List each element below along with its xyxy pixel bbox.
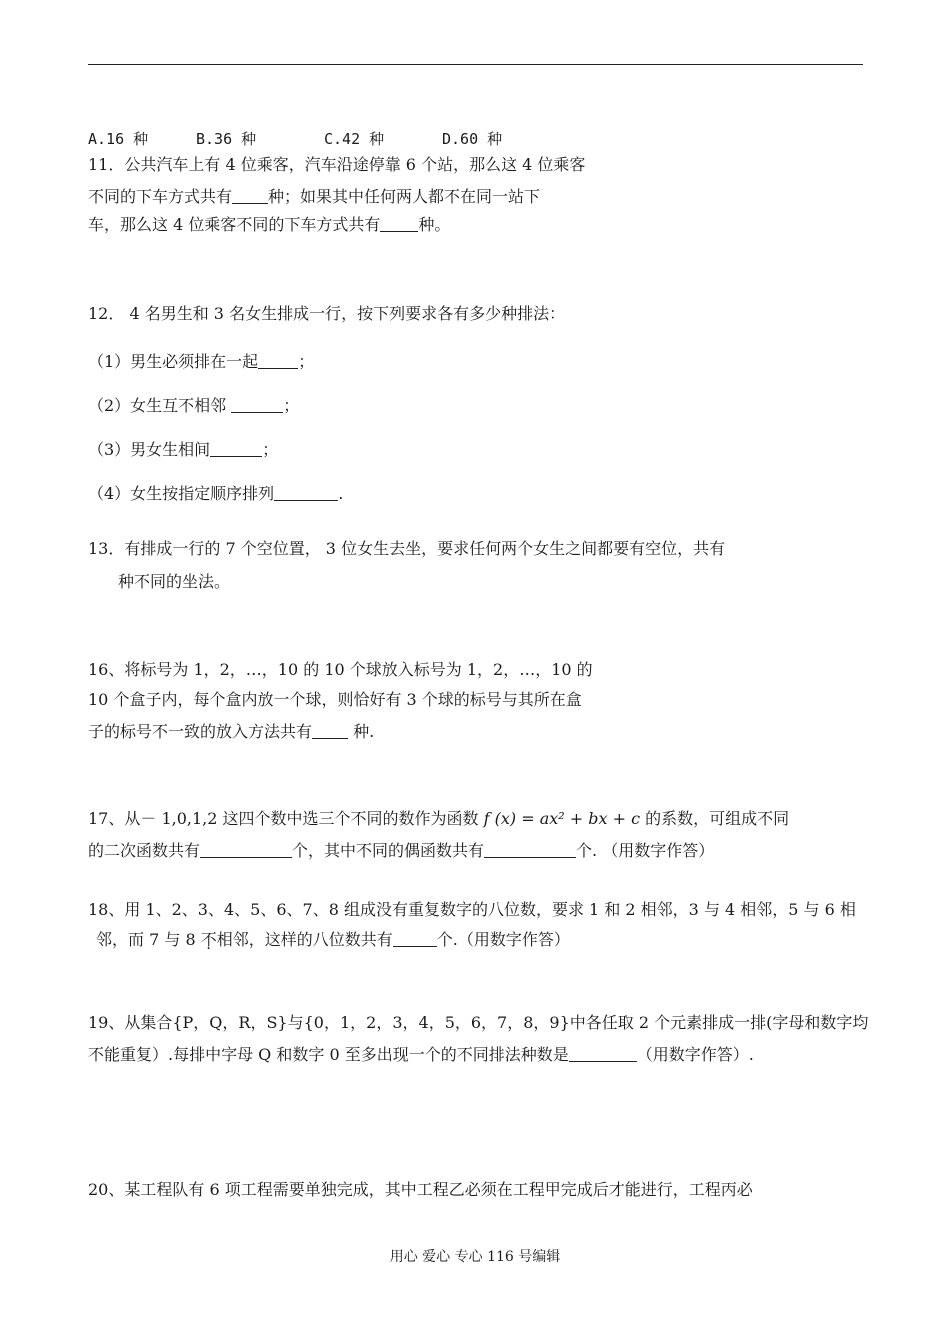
q18-line2-text-b: 相邻，这样的八位数共有 — [216, 930, 393, 949]
q18-line1: 18、用 1、2、3、4、5、6、7、8 组成没有重复数字的八位数，要求 1 和 2 相邻，3 与 4 相邻，5 与 6 相 — [88, 900, 856, 919]
q17-function-formula: f (x) = ax² + bx + c — [483, 809, 641, 828]
q16-line3-text-b: 种. — [348, 722, 375, 741]
q12-part2-end: ； — [283, 396, 300, 415]
q11-line2-text-a: 不同的下车方式共有 — [88, 187, 233, 206]
q12-part4 — [88, 484, 343, 502]
q16-blank[interactable] — [312, 722, 348, 739]
q19-line1: 19、从集合{P，Q，R，S}与{0，1，2，3，4，5，6，7，8，9}中各任取 2 个元素排成一排(字母和数字均 — [88, 1013, 869, 1032]
q19-blank[interactable] — [569, 1045, 637, 1062]
q18-emphasis-char: 不 — [200, 930, 217, 949]
q19-line2-text-a: 不能重复）.每排中字母 Q 和数字 0 至多出现一个的不同排法种数是 — [88, 1045, 569, 1064]
q12-title: 12． 4 名男生和 3 名女生排成一行，按下列要求各有多少种排法： — [88, 304, 566, 323]
q13-line1: 13．有排成一行的 7 个空位置， 3 位女生去坐，要求任何两个女生之间都要有空位，共有 — [88, 539, 726, 558]
q12-part3-end: ； — [262, 440, 279, 459]
q18-line2-text-a: 邻，而 7 与 8 — [96, 930, 201, 949]
q12-part2-text: （2）女生互不相邻 — [88, 396, 232, 415]
q11-blank-2[interactable] — [380, 215, 418, 232]
q17-line2-text-a: 的二次函数共有 — [88, 841, 201, 860]
q17-line1 — [88, 811, 789, 827]
q17-line1-text-b: 的系数，可组成不同 — [640, 809, 790, 828]
option-a: A.16 种 — [88, 130, 149, 148]
q17-line2-text-c: 个. （用数字作答） — [576, 841, 715, 860]
option-b: B.36 种 — [196, 130, 257, 148]
q12-part4-end: . — [338, 484, 344, 503]
q16-line3 — [88, 722, 374, 740]
q12-part2 — [88, 396, 299, 414]
q11-line2 — [88, 187, 540, 205]
q16-line1: 16、将标号为 1，2，…，10 的 10 个球放入标号为 1，2，…，10 的 — [88, 660, 593, 679]
header-rule — [88, 64, 863, 65]
q11-line3 — [88, 215, 450, 233]
q12-part1 — [88, 352, 314, 370]
q13-line2: 种不同的坐法。 — [118, 572, 231, 591]
q19-line2 — [88, 1045, 754, 1063]
page-footer: 用心 爱心 专心 116 号编辑 — [389, 1249, 561, 1265]
q11-line1: 11．公共汽车上有 4 位乘客，汽车沿途停靠 6 个站，那么这 4 位乘客 — [88, 155, 586, 174]
q16-line2: 10 个盒子内，每个盒内放一个球，则恰好有 3 个球的标号与其所在盒 — [88, 690, 582, 709]
q18-line2 — [96, 930, 570, 948]
q11-blank-1[interactable] — [232, 187, 268, 204]
q17-line1-text-a: 17、从－ 1,0,1,2 这四个数中选三个不同的数作为函数 — [88, 809, 484, 828]
q12-part1-end: ； — [298, 352, 315, 371]
q12-blank-4[interactable] — [274, 484, 338, 501]
q17-line2-text-b: 个，其中不同的偶函数共有 — [292, 841, 485, 860]
q16-line3-text-a: 子的标号不一致的放入方法共有 — [88, 722, 313, 741]
q18-line2-text-c: 个.（用数字作答） — [436, 930, 570, 949]
q18-blank[interactable] — [393, 930, 437, 947]
q11-line3-text-b: 种。 — [418, 215, 451, 234]
q17-line2 — [88, 841, 714, 859]
q17-blank-1[interactable] — [200, 841, 292, 858]
q20-line1: 20、某工程队有 6 项工程需要单独完成，其中工程乙必须在工程甲完成后才能进行，工程丙必 — [88, 1180, 753, 1199]
q11-line3-text-a: 车，那么这 4 位乘客不同的下车方式共有 — [88, 215, 381, 234]
option-c: C.42 种 — [324, 130, 385, 148]
q12-part3 — [88, 440, 278, 458]
option-d: D.60 种 — [442, 130, 503, 148]
q12-blank-1[interactable] — [258, 352, 298, 369]
q17-blank-2[interactable] — [484, 841, 576, 858]
q19-line2-text-b: （用数字作答）. — [636, 1045, 754, 1064]
q11-line2-text-b: 种；如果其中任何两人都不在同一站下 — [268, 187, 541, 206]
q12-blank-2[interactable] — [231, 396, 283, 413]
q12-blank-3[interactable] — [210, 440, 262, 457]
q12-part1-text: （1）男生必须排在一起 — [88, 352, 259, 371]
q12-part4-text: （4）女生按指定顺序排列 — [88, 484, 275, 503]
q12-part3-text: （3）男女生相间 — [88, 440, 211, 459]
